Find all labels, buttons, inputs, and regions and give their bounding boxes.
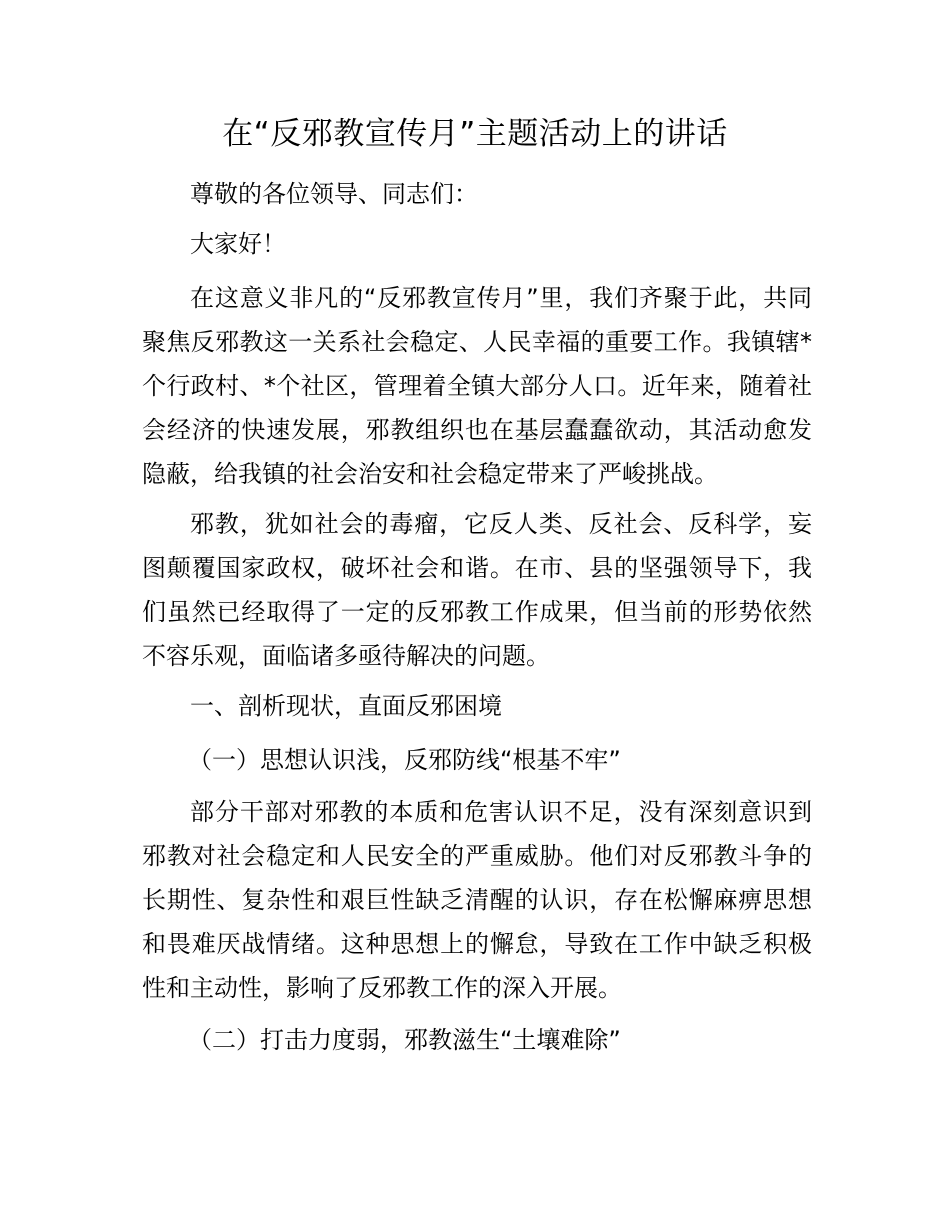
body-paragraph-cult: 邪教，犹如社会的毒瘤，它反人类、反社会、反科学，妄图颠覆国家政权，破坏社会和谐。在市、县的坚强领导下，我们虽然已经取得了一定的反邪教工作成果，但当前的形势依然不容乐观，面临诸多亟待解决的问题。 [142,510,812,670]
body-paragraph-intro: 在这意义非凡的“反邪教宣传月”里，我们齐聚于此，共同聚焦反邪教这一关系社会稳定、人民幸福的重要工作。我镇辖*个行政村、*个社区，管理着全镇大部分人口。近年来，随着社会经济的快速发展，邪教组织也在基层蠢蠢欲动，其活动愈发隐蔽，给我镇的社会治安和社会稳定带来了严峻挑战。 [142,284,812,488]
greeting: 大家好！ [190,230,286,258]
subsection-heading-1: （一）思想认识浅，反邪防线“根基不牢” [188,746,621,774]
subsection-heading-2: （二）打击力度弱，邪教滋生“土壤难除” [188,1026,621,1054]
body-paragraph-awareness: 部分干部对邪教的本质和危害认识不足，没有深刻意识到邪教对社会稳定和人民安全的严重威胁。他们对反邪教斗争的长期性、复杂性和艰巨性缺乏清醒的认识，存在松懈麻痹思想和畏难厌战情绪。这种思想上的懈怠，导致在工作中缺乏积极性和主动性，影响了反邪教工作的深入开展。 [142,798,812,1002]
salutation: 尊敬的各位领导、同志们： [190,180,478,208]
section-heading-1: 一、剖析现状，直面反邪困境 [190,692,502,720]
document-title: 在“反邪教宣传月”主题活动上的讲话 [222,116,728,152]
